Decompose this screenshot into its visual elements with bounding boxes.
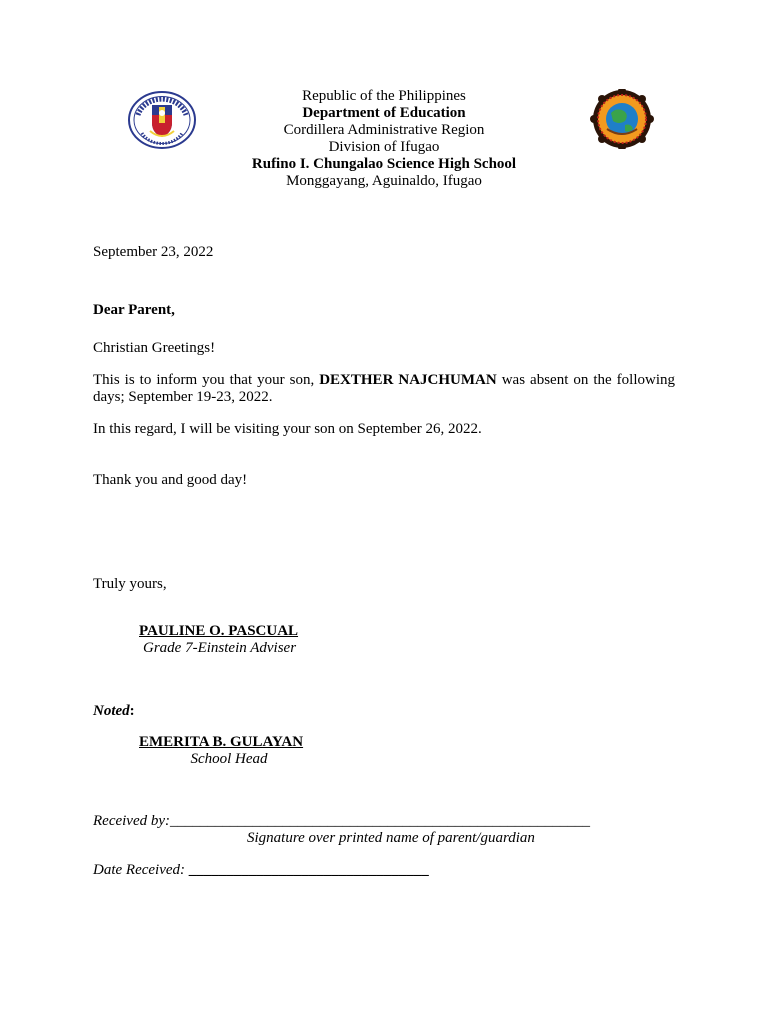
- received-by-field: [93, 813, 590, 830]
- absence-paragraph-dates: was absent on the following days; September 19-23, 2022.: [93, 372, 675, 405]
- adviser-signature-block: [139, 623, 339, 657]
- letterhead-school: Rufino I. Chungalao Science High School: [251, 156, 517, 172]
- received-by-line: ________________________________________________________: [170, 813, 591, 829]
- noted-colon: :: [129, 703, 135, 719]
- noted-text: Noted: [93, 703, 130, 719]
- letterhead-republic: Republic of the Philippines: [302, 88, 466, 104]
- noted-label: [93, 703, 135, 720]
- letterhead-division: Division of Ifugao: [328, 139, 440, 155]
- letterhead-address: Monggayang, Aguinaldo, Ifugao: [286, 173, 482, 189]
- letterhead: [184, 88, 584, 190]
- letter-date: September 23, 2022: [93, 244, 214, 260]
- school-head-name: EMERITA B. GULAYAN: [139, 734, 304, 750]
- school-seal-logo: [589, 89, 655, 149]
- absence-paragraph-intro: This is to inform you that your son,: [93, 372, 320, 388]
- thanks-line: Thank you and good day!: [93, 472, 248, 488]
- received-by-label: Received by:: [93, 813, 171, 829]
- date-received-line: ________________________________: [188, 862, 429, 878]
- date-received-field: [93, 862, 429, 879]
- absence-paragraph: [93, 372, 675, 406]
- date-received-colon: :: [180, 862, 189, 878]
- adviser-title: Grade 7-Einstein Adviser: [143, 640, 297, 656]
- greeting: Christian Greetings!: [93, 340, 216, 356]
- signature-caption: Signature over printed name of parent/guardian: [247, 830, 535, 846]
- adviser-name: PAULINE O. PASCUAL: [139, 623, 299, 639]
- student-name: DEXTHER NAJCHUMAN: [319, 372, 497, 388]
- letterhead-region: Cordillera Administrative Region: [283, 122, 485, 138]
- letterhead-department: Department of Education: [302, 105, 466, 121]
- school-head-title: School Head: [190, 751, 268, 767]
- salutation: Dear Parent,: [93, 302, 175, 318]
- date-received-label: Date Received: [93, 862, 181, 878]
- closing: Truly yours,: [93, 576, 167, 592]
- visit-paragraph: In this regard, I will be visiting your son on September 26, 2022.: [93, 421, 482, 437]
- school-head-signature-block: [139, 734, 319, 768]
